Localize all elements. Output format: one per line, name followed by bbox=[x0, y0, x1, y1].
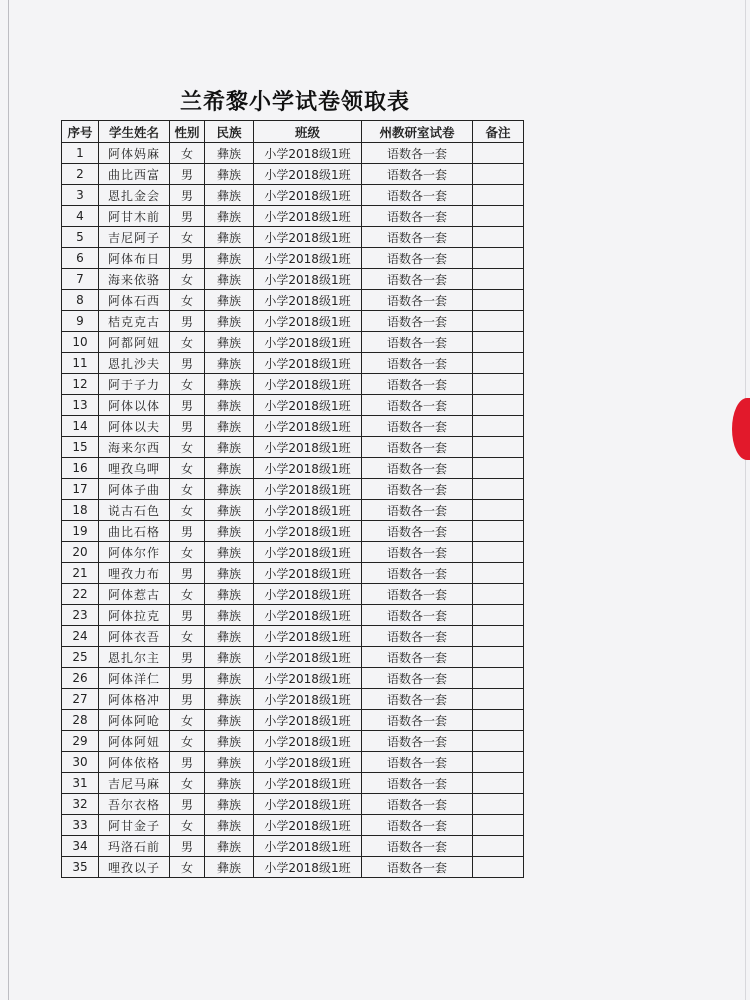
cell-serial-number: 31 bbox=[62, 773, 99, 794]
cell-gender: 女 bbox=[170, 710, 205, 731]
cell-serial-number: 13 bbox=[62, 395, 99, 416]
cell-remarks bbox=[473, 248, 524, 269]
table-row bbox=[62, 395, 524, 416]
cell-student-name: 吾尔衣格 bbox=[99, 794, 170, 815]
paper-receipt-table bbox=[61, 120, 524, 878]
cell-remarks bbox=[473, 836, 524, 857]
cell-remarks bbox=[473, 626, 524, 647]
cell-remarks bbox=[473, 857, 524, 878]
cell-remarks bbox=[473, 794, 524, 815]
table-row bbox=[62, 773, 524, 794]
cell-class: 小学2018级1班 bbox=[254, 857, 362, 878]
cell-remarks bbox=[473, 731, 524, 752]
cell-serial-number: 15 bbox=[62, 437, 99, 458]
cell-student-name: 吉尼马麻 bbox=[99, 773, 170, 794]
cell-ethnicity: 彝族 bbox=[205, 857, 254, 878]
cell-remarks bbox=[473, 269, 524, 290]
cell-papers: 语数各一套 bbox=[362, 668, 473, 689]
cell-remarks bbox=[473, 479, 524, 500]
cell-ethnicity: 彝族 bbox=[205, 668, 254, 689]
cell-gender: 女 bbox=[170, 458, 205, 479]
cell-papers: 语数各一套 bbox=[362, 500, 473, 521]
cell-class: 小学2018级1班 bbox=[254, 227, 362, 248]
table-row bbox=[62, 605, 524, 626]
cell-gender: 男 bbox=[170, 353, 205, 374]
cell-student-name: 阿甘木前 bbox=[99, 206, 170, 227]
cell-remarks bbox=[473, 710, 524, 731]
cell-ethnicity: 彝族 bbox=[205, 521, 254, 542]
cell-ethnicity: 彝族 bbox=[205, 437, 254, 458]
cell-ethnicity: 彝族 bbox=[205, 584, 254, 605]
cell-ethnicity: 彝族 bbox=[205, 458, 254, 479]
cell-serial-number: 25 bbox=[62, 647, 99, 668]
cell-class: 小学2018级1班 bbox=[254, 416, 362, 437]
table-row bbox=[62, 353, 524, 374]
header-ethnicity: 民族 bbox=[205, 121, 254, 143]
cell-class: 小学2018级1班 bbox=[254, 353, 362, 374]
cell-gender: 女 bbox=[170, 437, 205, 458]
cell-serial-number: 18 bbox=[62, 500, 99, 521]
cell-student-name: 阿体洋仁 bbox=[99, 668, 170, 689]
cell-student-name: 阿都阿妞 bbox=[99, 332, 170, 353]
cell-gender: 男 bbox=[170, 668, 205, 689]
cell-serial-number: 24 bbox=[62, 626, 99, 647]
cell-gender: 女 bbox=[170, 269, 205, 290]
cell-ethnicity: 彝族 bbox=[205, 689, 254, 710]
cell-papers: 语数各一套 bbox=[362, 353, 473, 374]
cell-papers: 语数各一套 bbox=[362, 689, 473, 710]
cell-student-name: 哩孜以子 bbox=[99, 857, 170, 878]
cell-class: 小学2018级1班 bbox=[254, 458, 362, 479]
cell-student-name: 阿体衣吾 bbox=[99, 626, 170, 647]
cell-remarks bbox=[473, 164, 524, 185]
table-row bbox=[62, 332, 524, 353]
cell-class: 小学2018级1班 bbox=[254, 689, 362, 710]
cell-student-name: 阿体子曲 bbox=[99, 479, 170, 500]
cell-student-name: 阿甘金子 bbox=[99, 815, 170, 836]
cell-serial-number: 5 bbox=[62, 227, 99, 248]
cell-serial-number: 22 bbox=[62, 584, 99, 605]
cell-serial-number: 21 bbox=[62, 563, 99, 584]
cell-remarks bbox=[473, 521, 524, 542]
table-row bbox=[62, 248, 524, 269]
cell-gender: 男 bbox=[170, 395, 205, 416]
cell-gender: 男 bbox=[170, 521, 205, 542]
cell-papers: 语数各一套 bbox=[362, 794, 473, 815]
cell-papers: 语数各一套 bbox=[362, 731, 473, 752]
cell-ethnicity: 彝族 bbox=[205, 395, 254, 416]
cell-remarks bbox=[473, 815, 524, 836]
cell-remarks bbox=[473, 185, 524, 206]
cell-ethnicity: 彝族 bbox=[205, 164, 254, 185]
cell-serial-number: 7 bbox=[62, 269, 99, 290]
cell-class: 小学2018级1班 bbox=[254, 752, 362, 773]
cell-class: 小学2018级1班 bbox=[254, 710, 362, 731]
cell-ethnicity: 彝族 bbox=[205, 143, 254, 164]
cell-student-name: 哩孜力布 bbox=[99, 563, 170, 584]
cell-ethnicity: 彝族 bbox=[205, 815, 254, 836]
cell-ethnicity: 彝族 bbox=[205, 185, 254, 206]
cell-remarks bbox=[473, 584, 524, 605]
cell-papers: 语数各一套 bbox=[362, 542, 473, 563]
cell-remarks bbox=[473, 500, 524, 521]
cell-serial-number: 30 bbox=[62, 752, 99, 773]
cell-papers: 语数各一套 bbox=[362, 815, 473, 836]
cell-papers: 语数各一套 bbox=[362, 836, 473, 857]
cell-papers: 语数各一套 bbox=[362, 395, 473, 416]
cell-ethnicity: 彝族 bbox=[205, 647, 254, 668]
cell-papers: 语数各一套 bbox=[362, 857, 473, 878]
cell-serial-number: 28 bbox=[62, 710, 99, 731]
cell-class: 小学2018级1班 bbox=[254, 668, 362, 689]
cell-gender: 男 bbox=[170, 605, 205, 626]
cell-serial-number: 8 bbox=[62, 290, 99, 311]
table-row bbox=[62, 437, 524, 458]
cell-remarks bbox=[473, 689, 524, 710]
cell-papers: 语数各一套 bbox=[362, 311, 473, 332]
cell-papers: 语数各一套 bbox=[362, 206, 473, 227]
cell-student-name: 阿体阿呛 bbox=[99, 710, 170, 731]
cell-serial-number: 16 bbox=[62, 458, 99, 479]
cell-gender: 男 bbox=[170, 164, 205, 185]
cell-remarks bbox=[473, 437, 524, 458]
cell-remarks bbox=[473, 647, 524, 668]
cell-remarks bbox=[473, 668, 524, 689]
cell-class: 小学2018级1班 bbox=[254, 311, 362, 332]
red-stamp-edge bbox=[732, 398, 750, 460]
cell-papers: 语数各一套 bbox=[362, 563, 473, 584]
cell-papers: 语数各一套 bbox=[362, 752, 473, 773]
table-row bbox=[62, 836, 524, 857]
cell-gender: 男 bbox=[170, 794, 205, 815]
cell-gender: 男 bbox=[170, 647, 205, 668]
cell-student-name: 阿体格冲 bbox=[99, 689, 170, 710]
header-gender: 性别 bbox=[170, 121, 205, 143]
cell-serial-number: 20 bbox=[62, 542, 99, 563]
header-student-name: 学生姓名 bbox=[99, 121, 170, 143]
cell-gender: 女 bbox=[170, 479, 205, 500]
cell-student-name: 阿体以夫 bbox=[99, 416, 170, 437]
cell-ethnicity: 彝族 bbox=[205, 563, 254, 584]
cell-serial-number: 34 bbox=[62, 836, 99, 857]
cell-gender: 女 bbox=[170, 227, 205, 248]
cell-papers: 语数各一套 bbox=[362, 521, 473, 542]
cell-class: 小学2018级1班 bbox=[254, 185, 362, 206]
table-row bbox=[62, 374, 524, 395]
cell-student-name: 海来尔西 bbox=[99, 437, 170, 458]
table-row bbox=[62, 206, 524, 227]
cell-class: 小学2018级1班 bbox=[254, 836, 362, 857]
cell-student-name: 阿体阿妞 bbox=[99, 731, 170, 752]
cell-remarks bbox=[473, 227, 524, 248]
cell-remarks bbox=[473, 374, 524, 395]
cell-papers: 语数各一套 bbox=[362, 416, 473, 437]
cell-gender: 女 bbox=[170, 374, 205, 395]
table-row bbox=[62, 311, 524, 332]
cell-class: 小学2018级1班 bbox=[254, 143, 362, 164]
cell-student-name: 阿体惹古 bbox=[99, 584, 170, 605]
header-papers: 州教研室试卷 bbox=[362, 121, 473, 143]
cell-serial-number: 29 bbox=[62, 731, 99, 752]
cell-class: 小学2018级1班 bbox=[254, 437, 362, 458]
cell-papers: 语数各一套 bbox=[362, 269, 473, 290]
table-row bbox=[62, 815, 524, 836]
cell-ethnicity: 彝族 bbox=[205, 290, 254, 311]
cell-serial-number: 23 bbox=[62, 605, 99, 626]
cell-class: 小学2018级1班 bbox=[254, 395, 362, 416]
cell-class: 小学2018级1班 bbox=[254, 248, 362, 269]
cell-remarks bbox=[473, 290, 524, 311]
cell-gender: 男 bbox=[170, 689, 205, 710]
table-row bbox=[62, 626, 524, 647]
cell-gender: 女 bbox=[170, 584, 205, 605]
cell-class: 小学2018级1班 bbox=[254, 773, 362, 794]
cell-remarks bbox=[473, 416, 524, 437]
cell-ethnicity: 彝族 bbox=[205, 416, 254, 437]
cell-gender: 女 bbox=[170, 542, 205, 563]
cell-remarks bbox=[473, 143, 524, 164]
cell-papers: 语数各一套 bbox=[362, 227, 473, 248]
cell-serial-number: 32 bbox=[62, 794, 99, 815]
cell-class: 小学2018级1班 bbox=[254, 269, 362, 290]
cell-student-name: 曲比西富 bbox=[99, 164, 170, 185]
cell-student-name: 说古石色 bbox=[99, 500, 170, 521]
cell-ethnicity: 彝族 bbox=[205, 500, 254, 521]
table-row bbox=[62, 668, 524, 689]
cell-remarks bbox=[473, 773, 524, 794]
cell-gender: 女 bbox=[170, 815, 205, 836]
cell-gender: 女 bbox=[170, 626, 205, 647]
cell-serial-number: 11 bbox=[62, 353, 99, 374]
cell-serial-number: 17 bbox=[62, 479, 99, 500]
table-row bbox=[62, 731, 524, 752]
cell-ethnicity: 彝族 bbox=[205, 542, 254, 563]
cell-gender: 女 bbox=[170, 731, 205, 752]
cell-student-name: 吉尼阿子 bbox=[99, 227, 170, 248]
cell-papers: 语数各一套 bbox=[362, 626, 473, 647]
cell-remarks bbox=[473, 605, 524, 626]
cell-gender: 男 bbox=[170, 416, 205, 437]
cell-serial-number: 2 bbox=[62, 164, 99, 185]
table-row bbox=[62, 269, 524, 290]
cell-serial-number: 1 bbox=[62, 143, 99, 164]
cell-gender: 女 bbox=[170, 500, 205, 521]
cell-ethnicity: 彝族 bbox=[205, 731, 254, 752]
table-row bbox=[62, 521, 524, 542]
cell-papers: 语数各一套 bbox=[362, 584, 473, 605]
cell-remarks bbox=[473, 563, 524, 584]
page-edge bbox=[745, 0, 746, 1000]
cell-class: 小学2018级1班 bbox=[254, 521, 362, 542]
cell-papers: 语数各一套 bbox=[362, 164, 473, 185]
cell-papers: 语数各一套 bbox=[362, 647, 473, 668]
cell-student-name: 恩扎金会 bbox=[99, 185, 170, 206]
cell-gender: 女 bbox=[170, 290, 205, 311]
cell-class: 小学2018级1班 bbox=[254, 164, 362, 185]
header-class: 班级 bbox=[254, 121, 362, 143]
cell-papers: 语数各一套 bbox=[362, 185, 473, 206]
cell-papers: 语数各一套 bbox=[362, 479, 473, 500]
cell-serial-number: 33 bbox=[62, 815, 99, 836]
cell-class: 小学2018级1班 bbox=[254, 332, 362, 353]
cell-student-name: 桔克克古 bbox=[99, 311, 170, 332]
cell-serial-number: 3 bbox=[62, 185, 99, 206]
cell-remarks bbox=[473, 752, 524, 773]
table-row bbox=[62, 227, 524, 248]
cell-gender: 女 bbox=[170, 143, 205, 164]
cell-remarks bbox=[473, 332, 524, 353]
cell-ethnicity: 彝族 bbox=[205, 227, 254, 248]
cell-gender: 男 bbox=[170, 248, 205, 269]
cell-student-name: 阿体依格 bbox=[99, 752, 170, 773]
cell-ethnicity: 彝族 bbox=[205, 311, 254, 332]
table-row bbox=[62, 416, 524, 437]
cell-class: 小学2018级1班 bbox=[254, 647, 362, 668]
cell-papers: 语数各一套 bbox=[362, 374, 473, 395]
cell-ethnicity: 彝族 bbox=[205, 479, 254, 500]
table-row bbox=[62, 143, 524, 164]
cell-class: 小学2018级1班 bbox=[254, 206, 362, 227]
cell-class: 小学2018级1班 bbox=[254, 584, 362, 605]
cell-remarks bbox=[473, 206, 524, 227]
cell-ethnicity: 彝族 bbox=[205, 752, 254, 773]
table-row bbox=[62, 584, 524, 605]
cell-ethnicity: 彝族 bbox=[205, 269, 254, 290]
cell-class: 小学2018级1班 bbox=[254, 626, 362, 647]
cell-serial-number: 14 bbox=[62, 416, 99, 437]
cell-class: 小学2018级1班 bbox=[254, 794, 362, 815]
cell-papers: 语数各一套 bbox=[362, 458, 473, 479]
cell-ethnicity: 彝族 bbox=[205, 710, 254, 731]
cell-gender: 男 bbox=[170, 206, 205, 227]
cell-student-name: 阿体妈麻 bbox=[99, 143, 170, 164]
cell-ethnicity: 彝族 bbox=[205, 605, 254, 626]
cell-ethnicity: 彝族 bbox=[205, 353, 254, 374]
table-row bbox=[62, 647, 524, 668]
cell-serial-number: 35 bbox=[62, 857, 99, 878]
cell-student-name: 阿体尔作 bbox=[99, 542, 170, 563]
cell-ethnicity: 彝族 bbox=[205, 332, 254, 353]
cell-student-name: 阿体拉克 bbox=[99, 605, 170, 626]
cell-student-name: 恩扎沙夫 bbox=[99, 353, 170, 374]
cell-student-name: 玛洛石前 bbox=[99, 836, 170, 857]
cell-serial-number: 26 bbox=[62, 668, 99, 689]
cell-gender: 男 bbox=[170, 563, 205, 584]
table-row bbox=[62, 542, 524, 563]
table-row bbox=[62, 563, 524, 584]
cell-serial-number: 12 bbox=[62, 374, 99, 395]
cell-ethnicity: 彝族 bbox=[205, 206, 254, 227]
cell-serial-number: 9 bbox=[62, 311, 99, 332]
cell-class: 小学2018级1班 bbox=[254, 815, 362, 836]
cell-gender: 男 bbox=[170, 185, 205, 206]
cell-class: 小学2018级1班 bbox=[254, 374, 362, 395]
cell-papers: 语数各一套 bbox=[362, 773, 473, 794]
cell-papers: 语数各一套 bbox=[362, 605, 473, 626]
table-row bbox=[62, 185, 524, 206]
cell-serial-number: 6 bbox=[62, 248, 99, 269]
cell-papers: 语数各一套 bbox=[362, 437, 473, 458]
cell-class: 小学2018级1班 bbox=[254, 563, 362, 584]
cell-class: 小学2018级1班 bbox=[254, 605, 362, 626]
cell-papers: 语数各一套 bbox=[362, 143, 473, 164]
cell-gender: 女 bbox=[170, 773, 205, 794]
cell-papers: 语数各一套 bbox=[362, 248, 473, 269]
cell-gender: 男 bbox=[170, 311, 205, 332]
cell-papers: 语数各一套 bbox=[362, 332, 473, 353]
cell-serial-number: 19 bbox=[62, 521, 99, 542]
cell-papers: 语数各一套 bbox=[362, 710, 473, 731]
cell-remarks bbox=[473, 542, 524, 563]
cell-remarks bbox=[473, 458, 524, 479]
cell-gender: 男 bbox=[170, 752, 205, 773]
cell-ethnicity: 彝族 bbox=[205, 836, 254, 857]
cell-student-name: 海来依骆 bbox=[99, 269, 170, 290]
cell-class: 小学2018级1班 bbox=[254, 479, 362, 500]
cell-remarks bbox=[473, 311, 524, 332]
cell-student-name: 哩孜乌呷 bbox=[99, 458, 170, 479]
cell-student-name: 阿体布日 bbox=[99, 248, 170, 269]
cell-papers: 语数各一套 bbox=[362, 290, 473, 311]
table-row bbox=[62, 710, 524, 731]
table-row bbox=[62, 479, 524, 500]
cell-serial-number: 27 bbox=[62, 689, 99, 710]
cell-serial-number: 10 bbox=[62, 332, 99, 353]
cell-class: 小学2018级1班 bbox=[254, 731, 362, 752]
cell-ethnicity: 彝族 bbox=[205, 773, 254, 794]
cell-student-name: 恩扎尔主 bbox=[99, 647, 170, 668]
cell-ethnicity: 彝族 bbox=[205, 374, 254, 395]
cell-gender: 男 bbox=[170, 836, 205, 857]
cell-ethnicity: 彝族 bbox=[205, 626, 254, 647]
cell-class: 小学2018级1班 bbox=[254, 500, 362, 521]
cell-serial-number: 4 bbox=[62, 206, 99, 227]
table-row bbox=[62, 458, 524, 479]
table-row bbox=[62, 794, 524, 815]
document-title: 兰希黎小学试卷领取表 bbox=[179, 89, 410, 115]
cell-gender: 女 bbox=[170, 857, 205, 878]
table-header-row bbox=[62, 121, 524, 143]
table-row bbox=[62, 689, 524, 710]
cell-remarks bbox=[473, 353, 524, 374]
table-row bbox=[62, 752, 524, 773]
table-row bbox=[62, 164, 524, 185]
cell-student-name: 阿于子力 bbox=[99, 374, 170, 395]
cell-student-name: 曲比石格 bbox=[99, 521, 170, 542]
table-row bbox=[62, 857, 524, 878]
cell-gender: 女 bbox=[170, 332, 205, 353]
cell-class: 小学2018级1班 bbox=[254, 290, 362, 311]
cell-remarks bbox=[473, 395, 524, 416]
header-remarks: 备注 bbox=[473, 121, 524, 143]
cell-student-name: 阿体以体 bbox=[99, 395, 170, 416]
page-edge bbox=[8, 0, 9, 1000]
header-serial-number: 序号 bbox=[62, 121, 99, 143]
cell-class: 小学2018级1班 bbox=[254, 542, 362, 563]
cell-ethnicity: 彝族 bbox=[205, 794, 254, 815]
table-row bbox=[62, 500, 524, 521]
cell-student-name: 阿体石西 bbox=[99, 290, 170, 311]
cell-ethnicity: 彝族 bbox=[205, 248, 254, 269]
table-row bbox=[62, 290, 524, 311]
